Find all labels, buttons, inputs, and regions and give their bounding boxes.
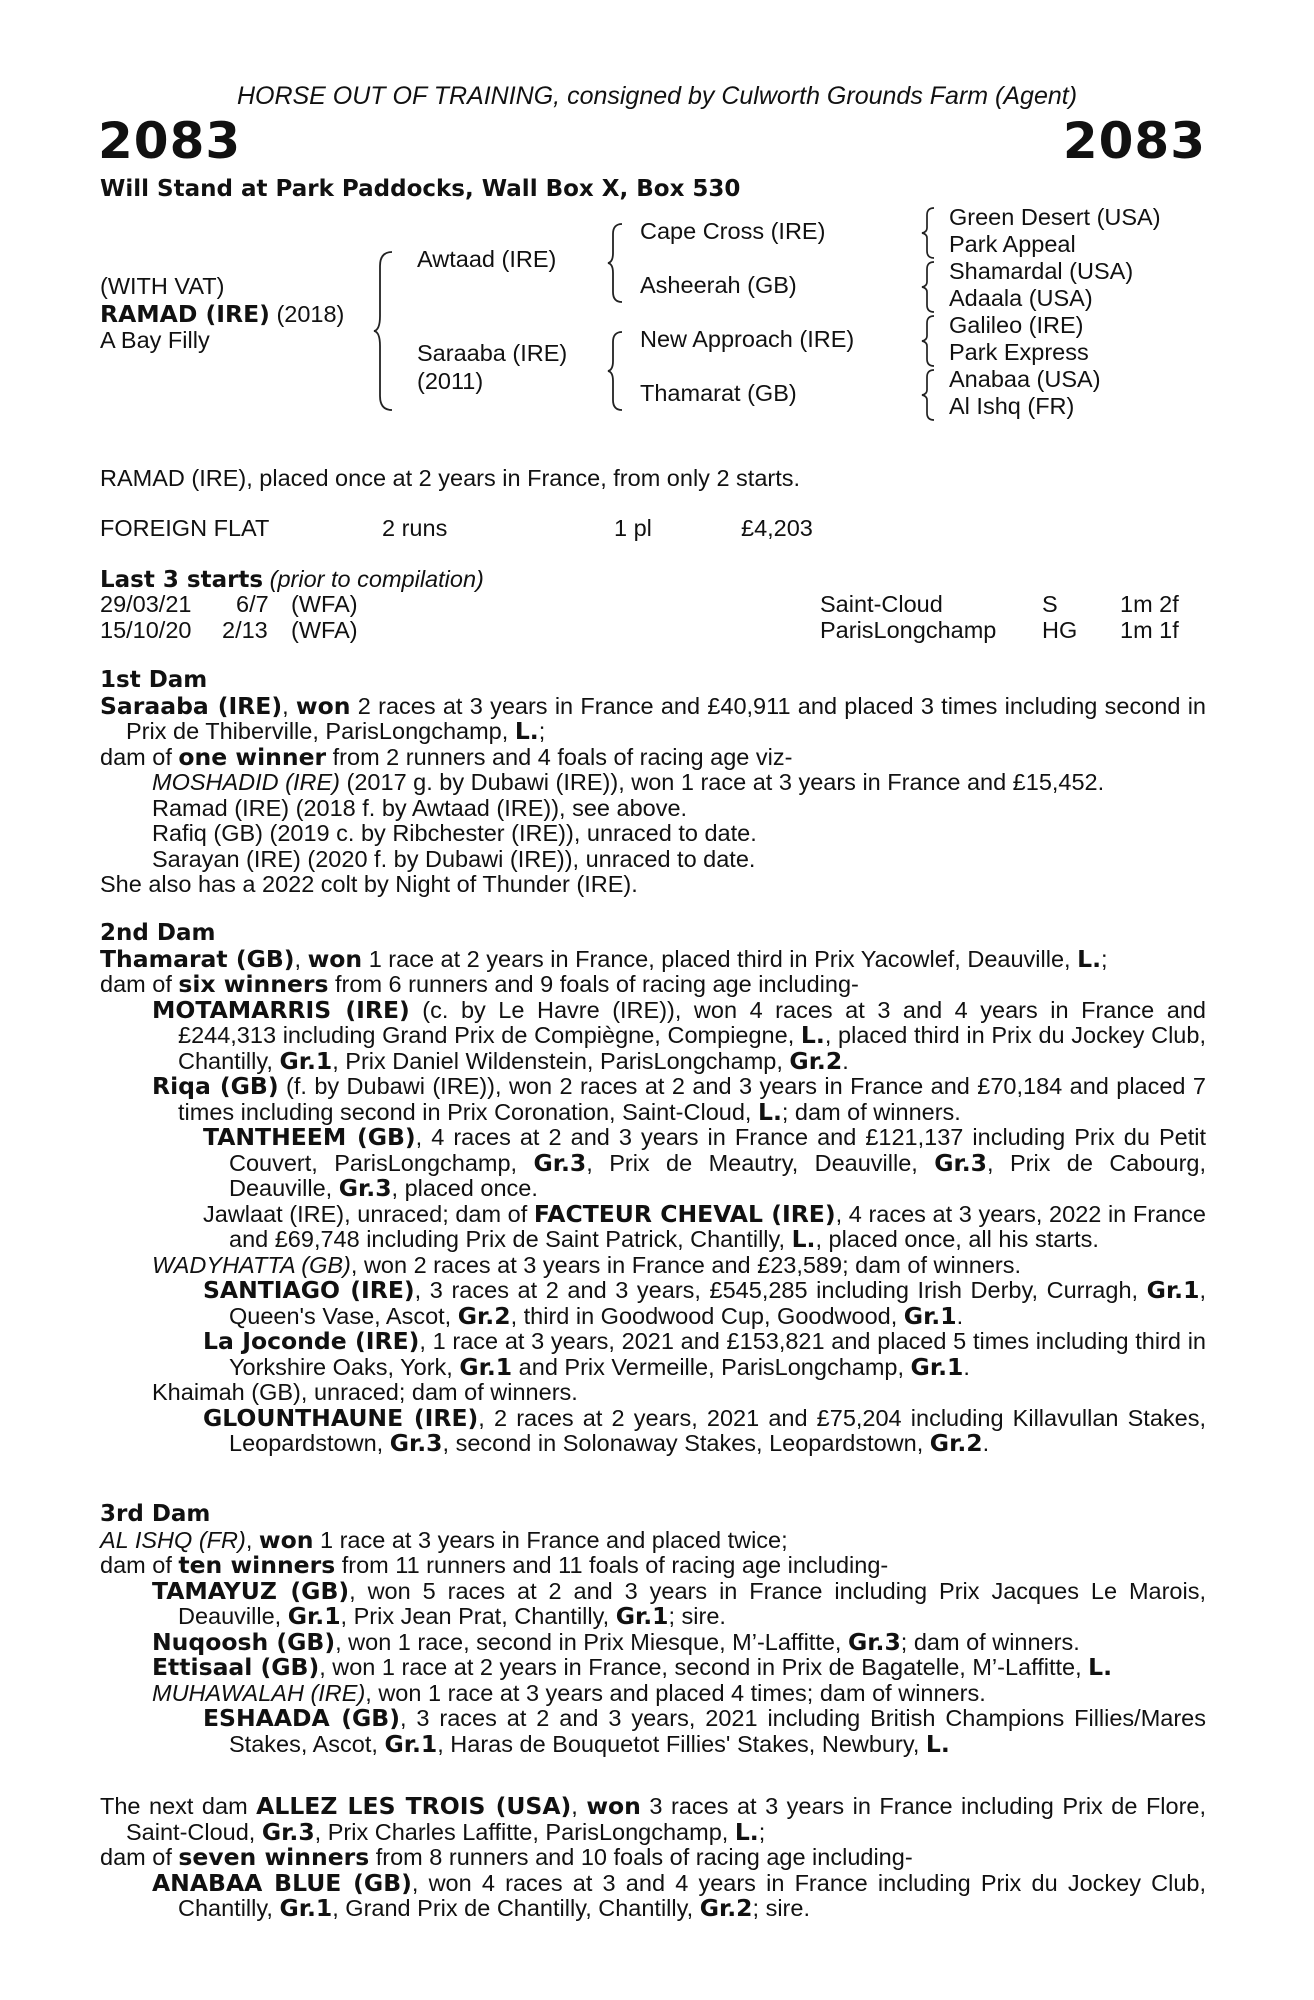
gen3-7: Anabaa (USA) (949, 366, 1101, 392)
start-going: S (1042, 591, 1058, 617)
second-dam-record: Thamarat (GB), won 1 race at 2 years in France, placed third in Prix Yacowlef, Deauville, L.; (100, 944, 1108, 973)
last-starts-note: (prior to compilation) (269, 566, 484, 592)
offspring-item: MUHAWALAH (IRE), won 1 race at 3 years and placed 4 times; dam of winners. (152, 1679, 986, 1706)
record-runs: 2 runs (382, 515, 448, 541)
grand-offspring-item: Jawlaat (IRE), unraced; dam of FACTEUR CHEVAL (IRE), 4 races at 3 years, 2022 in France and £69,748 including Prix de Saint Patrick, Chantilly, L., placed once, all his starts. (203, 1199, 1207, 1253)
start-position: 2/13 (222, 617, 268, 643)
start-wfa: (WFA) (291, 617, 358, 643)
record-earnings: £4,203 (741, 515, 813, 541)
horse-name: RAMAD (IRE) (100, 300, 270, 328)
start-distance: 1m 1f (1120, 617, 1179, 643)
vat-note: (WITH VAT) (100, 273, 225, 299)
record-label: FOREIGN FLAT (100, 515, 270, 541)
dam: Saraaba (IRE) (417, 340, 568, 366)
start-course: Saint-Cloud (820, 591, 943, 617)
offspring-item: MOSHADID (IRE) (2017 g. by Dubawi (IRE)), won 1 race at 3 years in France and £15,452. (152, 769, 1105, 795)
last-starts-title: Last 3 starts (100, 567, 264, 593)
third-dam-produce: dam of ten winners from 11 runners and 11 foals of racing age including- (100, 1551, 889, 1579)
gen3-6: Park Express (949, 339, 1089, 365)
offspring-item: Khaimah (GB), unraced; dam of winners. (152, 1379, 578, 1405)
offspring-item: Ettisaal (GB), won 1 race at 2 years in France, second in Prix de Bagatelle, M’-Laffitte, L. (152, 1653, 1113, 1681)
lot-number-right: 2083 (1062, 112, 1206, 170)
offspring-item: Ramad (IRE) (2018 f. by Awtaad (IRE)), see above. (152, 794, 688, 821)
dam-name: Saraaba (IRE) (100, 691, 283, 720)
offspring-item: MOTAMARRIS (IRE) (c. by Le Havre (IRE)), won 4 races at 3 and 4 years in France and £244,313 including Grand Prix de Compiègne, Compiegne, L., placed third in Prix du Jockey Club, Chantilly, Gr.1, Prix Daniel Wildenstein, ParisLongchamp, Gr.2. (152, 995, 1207, 1075)
gen3-4: Adaala (USA) (949, 285, 1093, 311)
sire-dam: Asheerah (GB) (640, 272, 797, 298)
dam-sire: New Approach (IRE) (640, 326, 855, 352)
brace-dam (606, 330, 626, 412)
sire-sire: Cape Cross (IRE) (640, 218, 826, 244)
horse-description: A Bay Filly (100, 327, 210, 353)
second-dam-produce: dam of six winners from 6 runners and 9 foals of racing age including- (100, 970, 859, 998)
lot-number-left: 2083 (98, 112, 242, 170)
gen3-1: Green Desert (USA) (949, 204, 1161, 230)
start-wfa: (WFA) (291, 591, 358, 617)
first-dam-produce: dam of one winner from 2 runners and 4 foals of racing age viz- (100, 742, 793, 771)
dam-dam: Thamarat (GB) (640, 380, 797, 406)
start-position: 6/7 (236, 591, 269, 617)
race-summary: RAMAD (IRE), placed once at 2 years in France, from only 2 starts. (100, 465, 801, 491)
dam-note: She also has a 2022 colt by Night of Thunder (IRE). (100, 871, 638, 897)
grand-offspring-item: GLOUNTHAUNE (IRE), 2 races at 2 years, 2021 and £75,204 including Killavullan Stakes, Leopardstown, Gr.3, second in Solonaway Stakes, Leopardstown, Gr.2. (203, 1403, 1207, 1457)
consignor-header: HORSE OUT OF TRAINING, consigned by Culworth Grounds Farm (Agent) (236, 82, 1078, 110)
first-dam-section (100, 668, 1206, 898)
offspring-item: Riqa (GB) (f. by Dubawi (IRE)), won 2 races at 2 and 3 years in France and £70,184 and placed 7 times including second in Prix Coronation, Saint-Cloud, L.; dam of winners. (152, 1072, 1206, 1126)
last-starts-heading (100, 566, 484, 593)
start-date: 29/03/21 (100, 591, 192, 617)
offspring-item: Sarayan (IRE) (2020 f. by Dubawi (IRE)), unraced to date. (152, 845, 756, 872)
grand-offspring-item: TANTHEEM (GB), 4 races at 2 and 3 years in France and £121,137 including Prix du Petit Couvert, ParisLongchamp, Gr.3, Prix de Meautry, Deauville, Gr.3, Prix de Cabourg, Deauville, Gr.3, placed once. (203, 1123, 1206, 1202)
dam-year: (2011) (417, 368, 484, 394)
third-dam-record: AL ISHQ (FR), won 1 race at 3 years in France and placed twice; (100, 1525, 788, 1554)
first-dam-heading: 1st Dam (100, 667, 208, 693)
gen3-5: Galileo (IRE) (949, 312, 1084, 338)
next-dam-record: The next dam ALLEZ LES TROIS (USA), won 3 races at 3 years in France including Prix de Flore, Saint-Cloud, Gr.3, Prix Charles Laffitte, ParisLongchamp, L.; (100, 1792, 1207, 1846)
start-course: ParisLongchamp (820, 617, 997, 643)
first-dam-record: Saraaba (IRE), won 2 races at 3 years in France and £40,911 and placed 3 times including second in Prix de Thiberville, ParisLongchamp, L.; (100, 691, 1206, 745)
stabling-location: Will Stand at Park Paddocks, Wall Box X, Box 530 (100, 176, 741, 202)
start-going: HG (1042, 617, 1078, 643)
offspring-item: Nuqoosh (GB), won 1 race, second in Prix Miesque, M’-Laffitte, Gr.3; dam of winners. (152, 1627, 1080, 1656)
horse-name-line (100, 300, 344, 328)
third-dam-section (100, 1502, 1206, 1757)
gen3-3: Shamardal (USA) (949, 258, 1134, 284)
gen3-2: Park Appeal (949, 231, 1076, 257)
offspring-item: Rafiq (GB) (2019 c. by Ribchester (IRE)), unraced to date. (152, 820, 757, 846)
sire: Awtaad (IRE) (417, 246, 557, 272)
braces-third-gen (920, 206, 938, 422)
horse-year: (2018) (276, 301, 345, 327)
start-date: 15/10/20 (100, 617, 192, 643)
next-dam-section (100, 1794, 1206, 1922)
second-dam-heading: 2nd Dam (100, 920, 216, 946)
gen3-8: Al Ishq (FR) (949, 393, 1075, 419)
offspring-item: ANABAA BLUE (GB), won 4 races at 3 and 4 years in France including Prix du Jockey Club, Chantilly, Gr.1, Grand Prix de Chantilly, Chantilly, Gr.2; sire. (152, 1868, 1206, 1922)
grand-offspring-item: ESHAADA (GB), 3 races at 2 and 3 years, 2021 including British Champions Fillies/Mares Stakes, Ascot, Gr.1, Haras de Bouquetot Fillies' Stakes, Newbury, L. (203, 1704, 1206, 1758)
start-distance: 1m 2f (1120, 591, 1179, 617)
next-dam-produce: dam of seven winners from 8 runners and 10 foals of racing age including- (100, 1843, 913, 1871)
grand-offspring-item: La Joconde (IRE), 1 race at 3 years, 2021 and £153,821 and placed 5 times including third in Yorkshire Oaks, York, Gr.1 and Prix Vermeille, ParisLongchamp, Gr.1. (203, 1327, 1206, 1381)
brace-main (372, 250, 396, 412)
brace-sire (606, 222, 626, 304)
offspring-item: TAMAYUZ (GB), won 5 races at 2 and 3 years in France including Prix Jacques Le Marois, Deauville, Gr.1, Prix Jean Prat, Chantilly, Gr.1; sire. (152, 1576, 1207, 1630)
record-placed: 1 pl (614, 515, 652, 541)
second-dam-section (100, 921, 1206, 1457)
offspring-item: WADYHATTA (GB), won 2 races at 3 years in France and £23,589; dam of winners. (152, 1251, 1022, 1278)
third-dam-heading: 3rd Dam (100, 1501, 211, 1527)
grand-offspring-item: SANTIAGO (IRE), 3 races at 2 and 3 years, £545,285 including Irish Derby, Curragh, Gr.1, Queen's Vase, Ascot, Gr.2, third in Goodwood Cup, Goodwood, Gr.1. (203, 1276, 1206, 1330)
